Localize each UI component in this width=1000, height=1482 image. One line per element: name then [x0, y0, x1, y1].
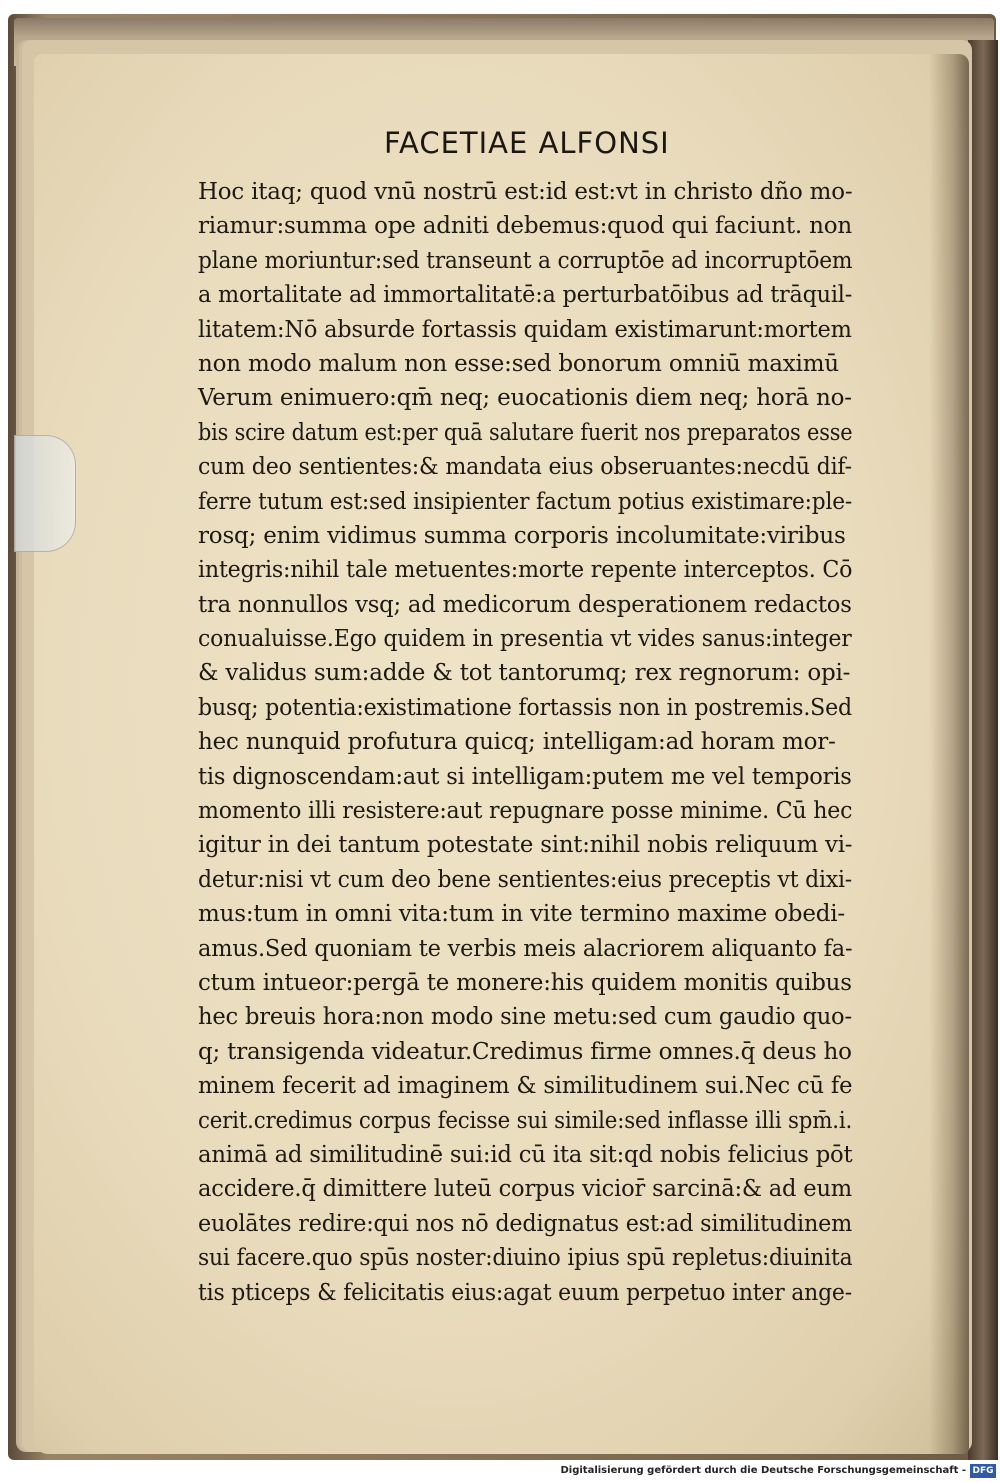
text-line: cum deo sentientes:& mandata eius obseruantes:necdū dif- — [198, 454, 852, 481]
page-gutter-shadow — [929, 54, 969, 1454]
text-line: non modo malum non esse:sed bonorum omniū maximū — [198, 350, 839, 377]
text-line: Verum enimuero:qm̄ neq; euocationis diem neq; horā no- — [198, 385, 852, 412]
text-line: busq; potentia:existimatione fortassis non in postremis.Sed — [198, 694, 852, 721]
text-line: accidere.q̄ dimittere luteū corpus vicior̄ sarcinā:& ad eum — [198, 1176, 853, 1203]
text-line: litatem:Nō absurde fortassis quidam existimarunt:mortem — [198, 316, 852, 343]
text-line: momento illi resistere:aut repugnare posse minime. Cū hec — [198, 798, 853, 825]
text-line: mus:tum in omni vita:tum in vite termino maxime obedi- — [198, 901, 845, 928]
text-line: tis dignoscendam:aut si intelligam:putem me vel temporis — [198, 763, 852, 790]
text-line: sui facere.quo spūs noster:diuino ipius spū repletus:diuinita — [198, 1245, 853, 1272]
text-line: minem fecerit ad imaginem & similitudinem sui.Nec cū fe — [198, 1073, 853, 1100]
text-line: & validus sum:adde & tot tantorumq; rex regnorum: opi- — [198, 660, 851, 687]
text-line: cerit.credimus corpus fecisse sui simile:sed inflasse illi spm̄.i. — [198, 1107, 853, 1134]
text-line: tra nonnullos vsq; ad medicorum desperationem redactos — [198, 591, 852, 618]
text-line: hec nunquid profutura quicq; intelligam:ad horam mor- — [198, 729, 836, 756]
text-line: a mortalitate ad immortalitatē:a perturbatōibus ad trāquil- — [198, 282, 853, 309]
text-line: rosq; enim vidimus summa corporis incolumitate:viribus — [198, 522, 846, 549]
text-line: Hoc itaq; quod vnū nostrū est:id est:vt in christo dño mo- — [198, 179, 853, 205]
page-text — [198, 175, 852, 1310]
text-line: bis scire datum est:per quā salutare fuerit nos preparatos esse — [198, 419, 853, 446]
dfg-logo: DFG — [970, 1464, 996, 1478]
page-clip — [14, 435, 76, 552]
text-line: conualuisse.Ego quidem in presentia vt vides sanus:integer — [198, 626, 852, 653]
text-line: tis pticeps & felicitatis eius:agat euum perpetuo inter ange- — [198, 1279, 852, 1306]
text-line: hec breuis hora:non modo sine metu:sed cum gaudio quo- — [198, 1004, 852, 1031]
text-line: integris:nihil tale metuentes:morte repente interceptos. Cō — [198, 557, 853, 584]
book-right-cover — [968, 40, 998, 1460]
text-line: ferre tutum est:sed insipienter factum potius existimare:ple- — [198, 488, 852, 515]
running-head: FACETIAE ALFONSI — [384, 126, 670, 160]
text-line: plane moriuntur:sed transeunt a corruptōe ad incorruptōem — [198, 247, 853, 274]
funding-credit: Digitalisierung gefördert durch die Deutsche Forschungsgemeinschaft - — [560, 1465, 966, 1476]
text-line: detur:nisi vt cum deo bene sentientes:eius preceptis vt dixi- — [198, 866, 853, 893]
text-line: amus.Sed quoniam te verbis meis alacriorem aliquanto fa- — [198, 935, 853, 962]
text-line: igitur in dei tantum potestate sint:nihil nobis reliquum vi- — [198, 832, 853, 859]
text-line: ctum intueor:pergā te monere:his quidem monitis quibus — [198, 969, 852, 996]
text-line: animā ad similitudinē sui:id cū ita sit:qd nobis felicius pōt — [198, 1141, 853, 1168]
text-line: euolātes redire:qui nos nō dedignatus est:ad similitudinem — [198, 1210, 853, 1237]
text-line: riamur:summa ope adniti debemus:quod qui faciunt. non — [198, 213, 852, 240]
text-line: q; transigenda videatur.Credimus firme omnes.q̄ deus ho — [198, 1038, 852, 1065]
